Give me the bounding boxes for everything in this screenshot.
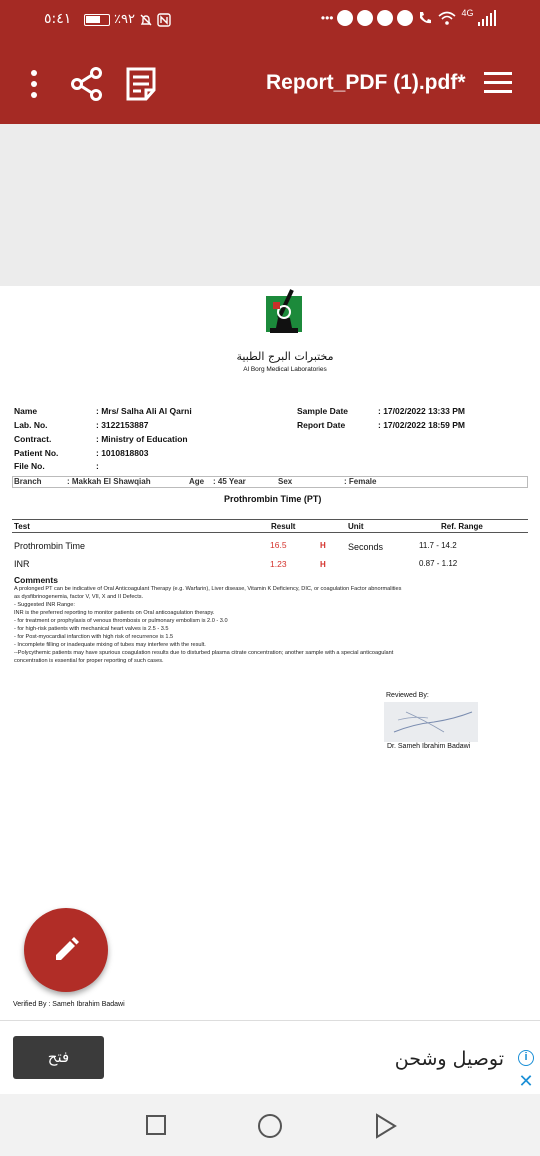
test-name: Prothrombin Time: [14, 541, 86, 551]
document-title: Report_PDF (1).pdf*: [266, 71, 466, 94]
branch-value: : Makkah El Shawqiah: [67, 477, 151, 486]
report-date-value: : 17/02/2022 18:59 PM: [378, 420, 465, 430]
table-header-rule: [12, 532, 528, 533]
battery-percent: ٪٩٢: [114, 12, 135, 27]
fileno-value: :: [96, 461, 99, 471]
column-result: Result: [271, 522, 296, 531]
labno-label: Lab. No.: [14, 420, 48, 430]
system-nav-bar: [0, 1094, 540, 1156]
high-flag: H: [320, 541, 326, 550]
comment-line: - Incomplete filling or inadequate mixing of tubes may interfere with the result.: [14, 642, 206, 648]
more-notifications-icon: •••: [320, 11, 334, 25]
name-value: : Mrs/ Salha Ali Al Qarni: [96, 406, 192, 416]
more-options-icon[interactable]: [26, 70, 42, 98]
contract-value: : Ministry of Education: [96, 434, 188, 444]
comment-line: - for treatment or prophylaxis of venous thrombosis or pulmonary embolism is 2.0 - 3.0: [14, 618, 228, 624]
wifi-icon: [437, 10, 457, 26]
age-label: Age: [189, 477, 205, 486]
contract-label: Contract.: [14, 434, 52, 444]
annotations-icon[interactable]: [124, 66, 158, 102]
sample-date-value: : 17/02/2022 13:33 PM: [378, 406, 465, 416]
ad-banner[interactable]: [0, 1020, 540, 1094]
comment-line: --Polycythemic patients may have spurious coagulation results due to disturbed plasma citrate concentration; another sample with a special anticoagulant: [14, 650, 394, 656]
test-result: 16.5: [270, 540, 287, 550]
test-ref-range: 0.87 - 1.12: [419, 559, 458, 568]
back-icon[interactable]: [374, 1113, 398, 1139]
test-result: 1.23: [270, 559, 287, 569]
report-date-label: Report Date: [297, 420, 346, 430]
lab-name-arabic: مختبرات البرج الطبية: [236, 350, 334, 363]
comment-line: - Suggested INR Range:: [14, 602, 75, 608]
test-ref-range: 11.7 - 14.2: [419, 541, 457, 550]
lab-logo-icon: [266, 288, 302, 340]
patientno-value: : 1010818803: [96, 448, 149, 458]
column-unit: Unit: [348, 522, 364, 531]
table-top-rule: [12, 519, 528, 520]
wifi-call-icon: [417, 10, 433, 26]
signature-image: [384, 702, 478, 742]
notification-app-icon: [337, 10, 353, 26]
comment-line: INR is the preferred reporting to monitor patients on Oral anticoagulation therapy.: [14, 610, 215, 616]
recent-apps-icon[interactable]: [146, 1115, 166, 1135]
reviewed-by-label: Reviewed By:: [386, 692, 429, 699]
ad-open-button[interactable]: فتح: [13, 1036, 104, 1079]
app-toolbar: [0, 40, 540, 124]
comment-line: A prolonged PT can be indicative of Oral Anticoagulant Therapy (e.g. Warfarin), Liver disease, Vitamin K Deficiency, DIC, or coagulation Factor abnormalities: [14, 586, 402, 592]
nfc-icon: [157, 13, 171, 27]
home-icon[interactable]: [258, 1114, 282, 1138]
column-test: Test: [14, 522, 30, 531]
comment-line: concentration is essential for proper reporting of such cases.: [14, 658, 164, 664]
status-right-icons: [321, 10, 496, 26]
comment-line: - for Post-myocardial infarction with high risk of recurrence is 1.5: [14, 634, 174, 640]
name-label: Name: [14, 406, 38, 416]
signal-icon: [478, 10, 497, 26]
network-type: 4G: [461, 8, 474, 18]
comments-heading: Comments: [14, 575, 58, 585]
test-unit: Seconds: [348, 542, 384, 552]
status-time: ٥:٤١: [44, 11, 72, 27]
fileno-label: File No.: [14, 461, 45, 471]
lab-name-english: Al Borg Medical Laboratories: [243, 366, 327, 373]
comment-line: as dysfibrinogenemia, factor V, VII, X and II Defects.: [14, 594, 144, 600]
alarm-off-icon: [139, 13, 153, 27]
status-left-icons: [84, 12, 171, 27]
sex-value: : Female: [344, 477, 377, 486]
labno-value: : 3122153887: [96, 420, 149, 430]
sample-date-label: Sample Date: [297, 406, 349, 416]
test-title: Prothrombin Time (PT): [224, 494, 322, 504]
high-flag: H: [320, 560, 326, 569]
notification-app-icon: [357, 10, 373, 26]
comment-line: - for high-risk patients with mechanical heart valves is 2.5 - 3.5: [14, 626, 169, 632]
reviewer-name: Dr. Sameh Ibrahim Badawi: [387, 743, 471, 750]
share-icon[interactable]: [70, 66, 104, 102]
status-bar: [0, 0, 540, 40]
edit-button[interactable]: [24, 908, 108, 992]
column-ref-range: Ref. Range: [441, 522, 483, 531]
test-name: INR: [14, 559, 30, 569]
notification-app-icon: [397, 10, 413, 26]
ad-close-icon[interactable]: ✕: [518, 1071, 534, 1091]
menu-icon[interactable]: [484, 72, 512, 94]
patientno-label: Patient No.: [14, 448, 59, 458]
branch-label: Branch: [14, 477, 42, 486]
age-value: : 45 Year: [213, 477, 246, 486]
verified-by: Verified By : Sameh Ibrahim Badawi: [13, 1001, 125, 1008]
notification-app-icon: [377, 10, 393, 26]
battery-icon: [84, 14, 110, 26]
ad-text[interactable]: توصيل وشحن: [394, 1048, 504, 1070]
sex-label: Sex: [278, 477, 293, 486]
pencil-icon: [52, 936, 80, 964]
ad-info-icon[interactable]: i: [518, 1050, 534, 1066]
